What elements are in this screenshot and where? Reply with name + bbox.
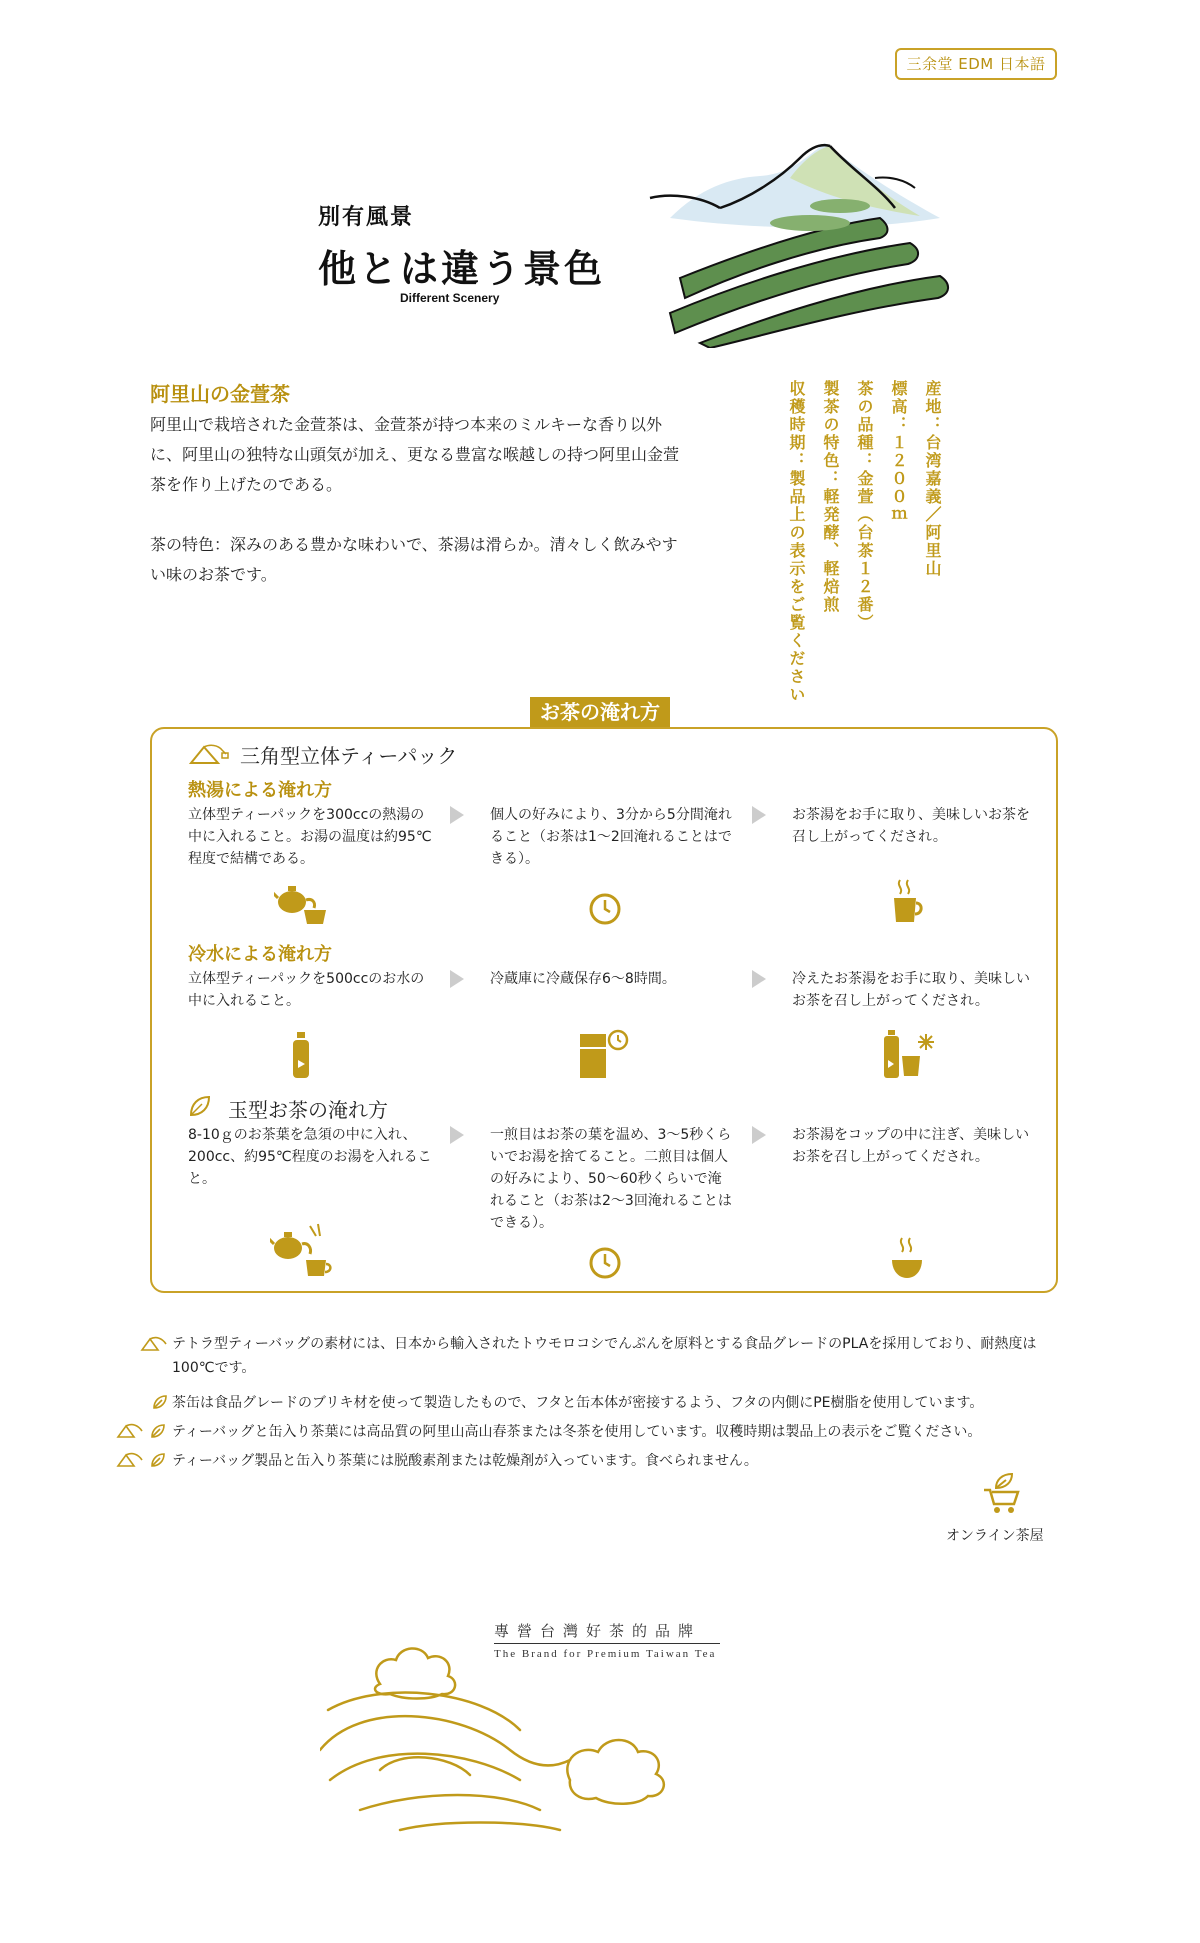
hot-water-label: 熱湯による淹れ方 <box>188 780 332 801</box>
online-shop-link[interactable]: オンライン茶屋 <box>946 1528 1044 1544</box>
ball-tea-heading: 玉型お茶の淹れ方 <box>228 1098 388 1122</box>
hot-step-2: 個人の好みにより、3分から5分間淹れること（お茶は1〜2回淹れることはできる）。 <box>490 807 732 867</box>
hot-step-1: 立体型ティーパックを300ccの熱湯の中に入れること。お湯の温度は約95℃程度で結構である。 <box>188 807 432 867</box>
hot-step-3: お茶湯をお手に取り、美味しいお茶を召し上がってくだされ。 <box>792 807 1030 845</box>
note-teabag-material: テトラ型ティーバッグの素材には、日本から輸入されたトウモロコシでんぷんを原料とする食品グレードのPLAを採用しており、耐熱度は100℃です。 <box>172 1336 1037 1376</box>
arrow-icon <box>450 1126 464 1144</box>
spec-altitude: 標高：１２００ｍ <box>889 380 908 524</box>
cold-step-3: 冷えたお茶湯をお手に取り、美味しいお茶を召し上がってくだされ。 <box>792 971 1030 1009</box>
spec-harvest: 収穫時期：製品上の表示をご覧ください <box>787 380 806 704</box>
arrow-icon <box>752 806 766 824</box>
spec-origin: 産地：台湾嘉義／阿里山 <box>923 380 942 578</box>
leaf-icon <box>152 1394 168 1410</box>
teabag-leaf-icon <box>116 1423 170 1439</box>
triangle-teabag-heading: 三角型立体ティーパック <box>240 744 458 768</box>
ball-step-1: 8-10ｇのお茶葉を急須の中に入れ、200cc、約95℃程度のお湯を入れること。 <box>188 1127 432 1187</box>
tea-name: 阿里山の金萱茶 <box>150 382 290 406</box>
ball-step-2: 一煎目はお茶の葉を温め、3〜5秒くらいでお湯を捨てること。二煎目は個人の好みにより、50〜60秒くらいで淹れること（お茶は2〜3回淹れることはできる）。 <box>490 1127 732 1231</box>
bottle-icon <box>290 1032 312 1078</box>
tea-description <box>150 410 680 620</box>
teapot-cup-icon <box>270 1222 334 1278</box>
brand-slogan-english: The Brand for Premium Taiwan Tea <box>494 1648 717 1660</box>
cloud-wind-illustration <box>320 1640 720 1840</box>
kettle-cup-icon <box>274 880 330 926</box>
shopping-cart-leaf-icon[interactable] <box>982 1470 1022 1514</box>
timer-icon <box>588 1246 622 1280</box>
fridge-timer-icon <box>578 1028 630 1078</box>
arrow-icon <box>752 1126 766 1144</box>
tea-description-main: 阿里山で栽培された金萱茶は、金萱茶が持つ本来のミルキーな香り以外に、阿里山の独特な山頭気が加え、更なる豊富な喉越しの持つ阿里山金萱茶を作り上げたのである。 <box>150 415 679 494</box>
hero-subtitle: 別有風景 <box>318 205 415 230</box>
timer-icon <box>588 892 622 926</box>
leaf-icon <box>188 1094 212 1118</box>
arrow-icon <box>752 970 766 988</box>
spec-processing: 製茶の特色：軽発酵、軽焙煎 <box>821 380 840 614</box>
hero-title: 他とは違う景色 <box>318 247 606 291</box>
cold-drink-icon <box>880 1030 936 1078</box>
hot-cup-icon <box>890 876 924 926</box>
cold-water-label: 冷水による淹れ方 <box>188 944 332 965</box>
note-desiccant: ティーバッグ製品と缶入り茶葉には脱酸素剤または乾燥剤が入っています。食べられません。 <box>172 1453 758 1469</box>
tea-characteristics: 茶の特色：深みのある豊かな味わいで、茶湯は滑らか。清々しく飲みやすい味のお茶です。 <box>150 535 678 584</box>
cold-step-2: 冷蔵庫に冷蔵保存6〜8時間。 <box>490 971 676 987</box>
arrow-icon <box>450 806 464 824</box>
brand-slogan-chinese: 專營台灣好茶的品牌 <box>494 1622 702 1640</box>
tea-bowl-icon <box>890 1236 924 1280</box>
hero-english: Different Scenery <box>400 291 500 305</box>
arrow-icon <box>450 970 464 988</box>
teabag-leaf-icon <box>116 1452 170 1468</box>
note-leaf-quality: ティーバッグと缶入り茶葉には高品質の阿里山高山春茶または冬茶を使用しています。収穫時期は製品上の表示をご覧ください。 <box>172 1424 982 1440</box>
tea-terrace-illustration <box>640 138 980 348</box>
spec-variety: 茶の品種：金萱（台茶１２番） <box>855 380 874 632</box>
ball-step-3: お茶湯をコップの中に注ぎ、美味しいお茶を召し上がってくだされ。 <box>792 1127 1030 1165</box>
teabag-icon <box>140 1336 170 1352</box>
brewing-guide-title: お茶の淹れ方 <box>530 697 670 727</box>
note-tin: 茶缶は食品グレードのブリキ材を使って製造したもので、フタと缶本体が密接するよう、フタの内側にPE樹脂を使用しています。 <box>172 1395 984 1411</box>
teabag-icon <box>188 742 230 766</box>
cold-step-1: 立体型ティーパックを500ccのお水の中に入れること。 <box>188 971 425 1009</box>
language-badge[interactable]: 三余堂 EDM 日本語 <box>895 48 1057 80</box>
